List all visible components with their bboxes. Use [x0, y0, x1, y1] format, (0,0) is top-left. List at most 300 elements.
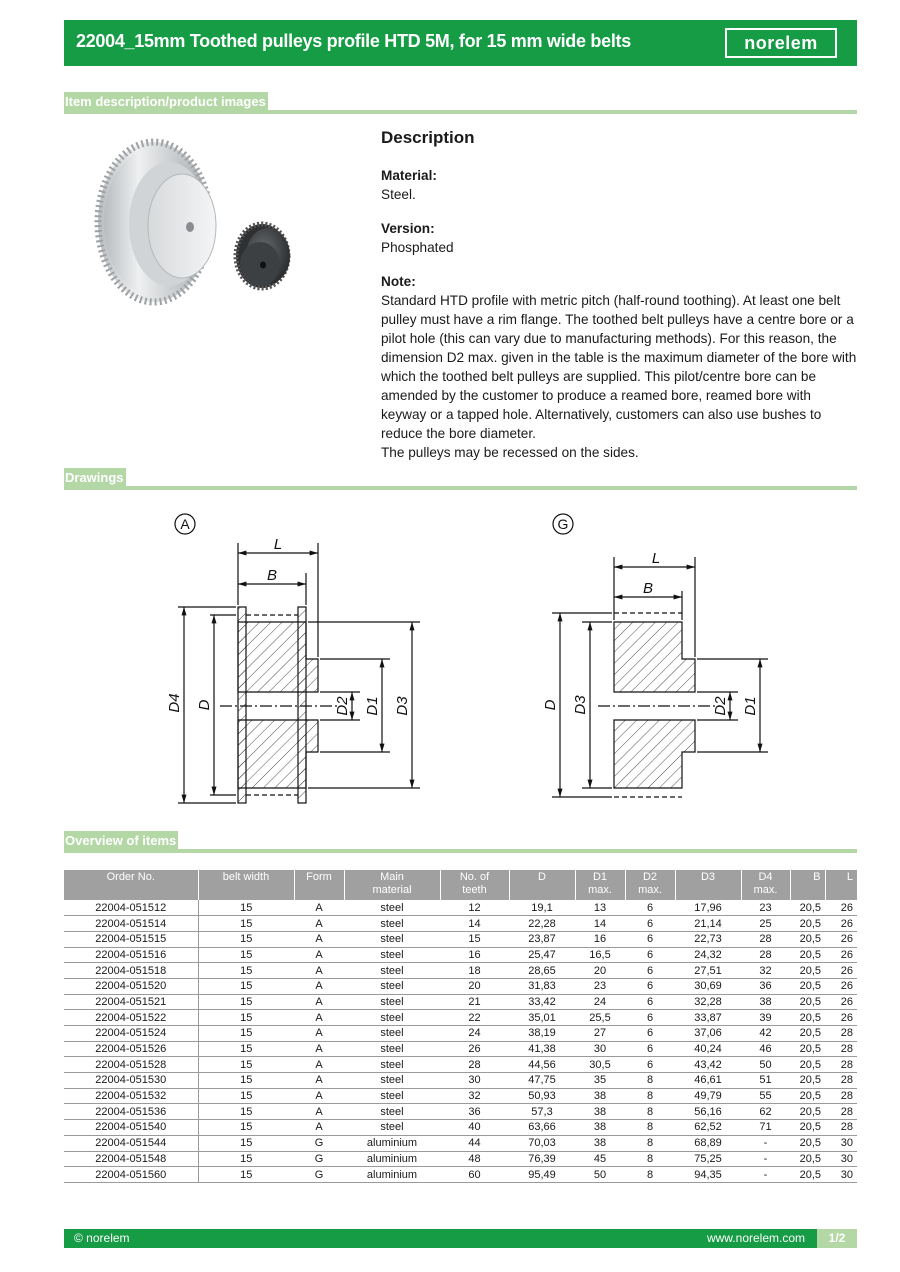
table-cell: 15 [198, 1057, 294, 1073]
dim-label-d1: D1 [742, 696, 759, 716]
table-cell: 15 [440, 931, 509, 947]
table-cell: 18 [440, 963, 509, 979]
table-cell: 30 [825, 1135, 857, 1151]
table-cell: 50 [741, 1057, 790, 1073]
column-header-line: Form [306, 871, 332, 883]
description-block [381, 128, 857, 462]
table-cell: 42 [741, 1026, 790, 1042]
table-cell: 15 [198, 1151, 294, 1167]
table-cell: 6 [625, 1026, 675, 1042]
table-cell: 50,93 [509, 1088, 575, 1104]
note-label: Note: [381, 274, 416, 289]
column-header-line: D [538, 871, 546, 883]
table-cell: 20,5 [790, 1088, 825, 1104]
column-header-line: teeth [462, 884, 487, 896]
table-cell: 26 [825, 1010, 857, 1026]
table-cell: 6 [625, 1041, 675, 1057]
table-cell: 8 [625, 1088, 675, 1104]
table-cell: 23 [575, 978, 625, 994]
table-cell: 31,83 [509, 978, 575, 994]
table-row[interactable] [64, 900, 857, 916]
table-cell: aluminium [344, 1135, 440, 1151]
column-header [294, 870, 344, 900]
table-cell: 47,75 [509, 1073, 575, 1089]
table-cell: steel [344, 1057, 440, 1073]
column-header [741, 870, 790, 900]
table-cell: 38,19 [509, 1026, 575, 1042]
table-cell: 75,25 [675, 1151, 741, 1167]
table-cell: 6 [625, 916, 675, 932]
table-cell: 15 [198, 978, 294, 994]
table-cell: 57,3 [509, 1104, 575, 1120]
table-row[interactable] [64, 1151, 857, 1167]
table-cell: 56,16 [675, 1104, 741, 1120]
column-header-line: D1 [592, 871, 608, 883]
note-text: Standard HTD profile with metric pitch (half-round toothing). At least one belt pulley must have a rim flange. The toothed belt pulleys have a centre bore or a pilot hole (this can vary due to manufacturing methods). For this reason, the dimension D2 max. given in the table is the maximum diameter of the bore with which the toothed belt pulleys are supplied. This pilot/centre bore can be amended by the customer to produce a reamed bore, reamed bore with keyway or a tapped hole. Alternatively, customers can also use bushes to reduce the bore diameter. [381, 293, 857, 441]
table-cell: 44,56 [509, 1057, 575, 1073]
table-row[interactable] [64, 1135, 857, 1151]
table-cell: steel [344, 916, 440, 932]
column-header-line: max. [638, 884, 662, 896]
table-cell: 43,42 [675, 1057, 741, 1073]
table-cell: 26 [825, 994, 857, 1010]
table-cell: 22 [440, 1010, 509, 1026]
table-cell: 26 [825, 947, 857, 963]
table-cell: steel [344, 1088, 440, 1104]
table-cell: A [294, 1010, 344, 1026]
table-cell: G [294, 1151, 344, 1167]
table-cell: 25,5 [575, 1010, 625, 1026]
dim-label-d4: D4 [166, 693, 183, 713]
table-cell: - [741, 1167, 790, 1183]
table-cell: 6 [625, 978, 675, 994]
table-cell: 38 [575, 1120, 625, 1136]
dim-label-l: L [273, 536, 283, 553]
table-cell: 95,49 [509, 1167, 575, 1183]
version-value: Phosphated [381, 240, 454, 255]
table-cell: 16 [575, 931, 625, 947]
form-g-marker: G [557, 516, 569, 532]
table-cell: 26 [825, 900, 857, 916]
table-cell: A [294, 1104, 344, 1120]
table-row[interactable] [64, 1057, 857, 1073]
table-cell: G [294, 1135, 344, 1151]
column-header [64, 870, 198, 900]
drawing-form-a [175, 514, 420, 803]
column-header [790, 870, 825, 900]
table-cell: steel [344, 978, 440, 994]
material-value: Steel. [381, 187, 416, 202]
table-row[interactable] [64, 994, 857, 1010]
column-header [440, 870, 509, 900]
table-cell: 36 [440, 1104, 509, 1120]
table-cell: - [741, 1135, 790, 1151]
table-cell: steel [344, 1120, 440, 1136]
table-cell: 28 [825, 1104, 857, 1120]
table-cell: 63,66 [509, 1120, 575, 1136]
table-cell: 36 [741, 978, 790, 994]
table-cell: aluminium [344, 1151, 440, 1167]
table-cell: A [294, 1120, 344, 1136]
table-cell: 15 [198, 947, 294, 963]
norelem-logo[interactable]: norelem [725, 28, 837, 58]
table-cell: 6 [625, 900, 675, 916]
table-cell: 23,87 [509, 931, 575, 947]
table-cell: 6 [625, 947, 675, 963]
table-cell: 38 [575, 1104, 625, 1120]
table-cell: 22004-051532 [64, 1088, 198, 1104]
table-cell: 15 [198, 931, 294, 947]
table-cell: 28 [825, 1073, 857, 1089]
column-header-line: B [813, 871, 821, 883]
table-cell: 25,47 [509, 947, 575, 963]
table-cell: 15 [198, 963, 294, 979]
table-cell: 44 [440, 1135, 509, 1151]
table-cell: 6 [625, 931, 675, 947]
table-row[interactable] [64, 978, 857, 994]
dim-label-d3: D3 [572, 695, 589, 715]
table-cell: 22004-051516 [64, 947, 198, 963]
table-cell: 23 [741, 900, 790, 916]
table-cell: 76,39 [509, 1151, 575, 1167]
table-cell: A [294, 1073, 344, 1089]
table-cell: 26 [825, 963, 857, 979]
table-cell: 15 [198, 1088, 294, 1104]
dim-label-d2: D2 [334, 696, 351, 716]
column-header-line: Main [380, 871, 404, 883]
table-cell: 14 [575, 916, 625, 932]
table-cell: 22004-051520 [64, 978, 198, 994]
table-cell: 30 [575, 1041, 625, 1057]
table-cell: 22004-051544 [64, 1135, 198, 1151]
table-cell: 15 [198, 1041, 294, 1057]
column-header-line: D2 [642, 871, 658, 883]
table-cell: 6 [625, 1057, 675, 1073]
dim-label-d: D [196, 699, 213, 711]
technical-drawings [150, 505, 790, 815]
table-cell: 20,5 [790, 978, 825, 994]
table-cell: 20,5 [790, 1151, 825, 1167]
page-header [64, 20, 857, 66]
table-cell: 8 [625, 1151, 675, 1167]
table-cell: 32,28 [675, 994, 741, 1010]
material-label: Material: [381, 168, 437, 183]
table-cell: 28 [825, 1041, 857, 1057]
column-header-line: Order No. [106, 871, 155, 883]
table-row[interactable] [64, 1104, 857, 1120]
table-cell: 22004-051522 [64, 1010, 198, 1026]
table-cell: 21,14 [675, 916, 741, 932]
table-cell: 16,5 [575, 947, 625, 963]
table-cell: 22004-051548 [64, 1151, 198, 1167]
table-cell: 22004-051518 [64, 963, 198, 979]
table-cell: 8 [625, 1135, 675, 1151]
table-cell: 20,5 [790, 1073, 825, 1089]
table-cell: 20,5 [790, 1010, 825, 1026]
table-cell: 15 [198, 1135, 294, 1151]
table-cell: 22,73 [675, 931, 741, 947]
table-cell: steel [344, 947, 440, 963]
table-cell: 15 [198, 916, 294, 932]
table-cell: 22004-051528 [64, 1057, 198, 1073]
table-cell: A [294, 1041, 344, 1057]
table-cell: 13 [575, 900, 625, 916]
table-cell: 22004-051524 [64, 1026, 198, 1042]
table-cell: 48 [440, 1151, 509, 1167]
table-row[interactable] [64, 1010, 857, 1026]
table-cell: steel [344, 931, 440, 947]
table-cell: 30 [440, 1073, 509, 1089]
table-cell: 15 [198, 1104, 294, 1120]
table-cell: 68,89 [675, 1135, 741, 1151]
table-cell: 26 [825, 916, 857, 932]
table-cell: 24 [575, 994, 625, 1010]
column-header-line: L [846, 871, 853, 883]
table-cell: 40 [440, 1120, 509, 1136]
table-row[interactable] [64, 1073, 857, 1089]
table-cell: 24,32 [675, 947, 741, 963]
table-cell: 20,5 [790, 1120, 825, 1136]
table-cell: steel [344, 1041, 440, 1057]
table-cell: 16 [440, 947, 509, 963]
page-footer [64, 1229, 857, 1248]
table-cell: 15 [198, 1167, 294, 1183]
column-header [344, 870, 440, 900]
table-cell: 51 [741, 1073, 790, 1089]
table-cell: 38 [575, 1135, 625, 1151]
table-cell: 20,5 [790, 916, 825, 932]
table-cell: 15 [198, 994, 294, 1010]
table-cell: A [294, 994, 344, 1010]
column-header [575, 870, 625, 900]
table-cell: 20,5 [790, 1057, 825, 1073]
table-cell: 20,5 [790, 1167, 825, 1183]
table-cell: steel [344, 963, 440, 979]
table-cell: 55 [741, 1088, 790, 1104]
table-cell: A [294, 947, 344, 963]
table-cell: 20,5 [790, 994, 825, 1010]
table-cell: 20,5 [790, 1026, 825, 1042]
product-image [64, 128, 334, 314]
table-cell: 30,69 [675, 978, 741, 994]
table-cell: 24 [440, 1026, 509, 1042]
description-heading: Description [381, 128, 475, 147]
table-row[interactable] [64, 1167, 857, 1183]
table-cell: 22004-051560 [64, 1167, 198, 1183]
table-cell: 28 [825, 1026, 857, 1042]
table-row[interactable] [64, 916, 857, 932]
table-cell: 15 [198, 1026, 294, 1042]
table-cell: 20,5 [790, 1041, 825, 1057]
section-label-drawings: Drawings [65, 470, 124, 485]
table-cell: 15 [198, 900, 294, 916]
table-cell: 22004-051521 [64, 994, 198, 1010]
table-cell: steel [344, 994, 440, 1010]
table-cell: 40,24 [675, 1041, 741, 1057]
website-link[interactable]: www.norelem.com [706, 1231, 805, 1245]
table-cell: 70,03 [509, 1135, 575, 1151]
dim-label-d: D [542, 699, 559, 711]
table-row[interactable] [64, 1026, 857, 1042]
table-cell: A [294, 931, 344, 947]
table-cell: 62 [741, 1104, 790, 1120]
section-divider [64, 849, 857, 853]
table-cell: steel [344, 1104, 440, 1120]
table-row[interactable] [64, 931, 857, 947]
table-cell: 17,96 [675, 900, 741, 916]
column-header [625, 870, 675, 900]
table-cell: 32 [440, 1088, 509, 1104]
table-cell: 28,65 [509, 963, 575, 979]
table-cell: 22004-051540 [64, 1120, 198, 1136]
table-cell: 94,35 [675, 1167, 741, 1183]
table-cell: 28 [440, 1057, 509, 1073]
table-cell: 62,52 [675, 1120, 741, 1136]
table-cell: 8 [625, 1120, 675, 1136]
table-cell: 6 [625, 963, 675, 979]
table-cell: 35 [575, 1073, 625, 1089]
table-cell: G [294, 1167, 344, 1183]
table-cell: 33,42 [509, 994, 575, 1010]
table-cell: 46,61 [675, 1073, 741, 1089]
table-cell: 39 [741, 1010, 790, 1026]
dim-label-d3: D3 [394, 696, 411, 716]
column-header [825, 870, 857, 900]
table-cell: aluminium [344, 1167, 440, 1183]
table-cell: 20 [575, 963, 625, 979]
table-row[interactable] [64, 947, 857, 963]
table-cell: 33,87 [675, 1010, 741, 1026]
table-cell: - [741, 1151, 790, 1167]
table-cell: 50 [575, 1167, 625, 1183]
table-cell: 26 [825, 978, 857, 994]
table-cell: 32 [741, 963, 790, 979]
column-header-line: D4 [758, 871, 773, 883]
table-cell: 60 [440, 1167, 509, 1183]
table-cell: 41,38 [509, 1041, 575, 1057]
table-row[interactable] [64, 1120, 857, 1136]
table-cell: 22004-051512 [64, 900, 198, 916]
column-header-line: max. [588, 884, 612, 896]
table-cell: 49,79 [675, 1088, 741, 1104]
table-cell: 19,1 [509, 900, 575, 916]
table-cell: 38 [741, 994, 790, 1010]
table-cell: 22004-051530 [64, 1073, 198, 1089]
table-body [64, 900, 857, 1182]
table-cell: 8 [625, 1073, 675, 1089]
table-cell: 20,5 [790, 931, 825, 947]
table-cell: 8 [625, 1104, 675, 1120]
column-header-line: No. of [459, 871, 490, 883]
table-cell: A [294, 1026, 344, 1042]
small-pulley-image [236, 224, 290, 288]
table-header-row [64, 870, 857, 900]
table-cell: A [294, 1057, 344, 1073]
table-cell: 45 [575, 1151, 625, 1167]
form-a-marker: A [180, 516, 190, 532]
page-number: 1/2 [817, 1229, 857, 1248]
table-cell: steel [344, 1010, 440, 1026]
table-cell: 20,5 [790, 1135, 825, 1151]
column-header-line: max. [753, 884, 778, 896]
table-cell: 22004-051526 [64, 1041, 198, 1057]
column-header-line: material [372, 884, 412, 896]
section-divider [64, 486, 857, 490]
note-text-2: The pulleys may be recessed on the sides. [381, 445, 639, 460]
column-header [509, 870, 575, 900]
table-cell: 35,01 [509, 1010, 575, 1026]
table-cell: 26 [440, 1041, 509, 1057]
table-row[interactable] [64, 963, 857, 979]
table-cell: 25 [741, 916, 790, 932]
column-header [198, 870, 294, 900]
table-cell: 20,5 [790, 947, 825, 963]
table-cell: 15 [198, 1120, 294, 1136]
table-cell: 28 [825, 1120, 857, 1136]
table-cell: 30 [825, 1151, 857, 1167]
dim-label-l: L [651, 550, 661, 567]
table-cell: 22,28 [509, 916, 575, 932]
table-cell: steel [344, 1026, 440, 1042]
table-cell: 14 [440, 916, 509, 932]
column-header-line: D3 [700, 871, 716, 883]
table-cell: steel [344, 1073, 440, 1089]
section-label-description: Item description/product images [65, 94, 266, 109]
table-cell: 27,51 [675, 963, 741, 979]
table-cell: 6 [625, 994, 675, 1010]
table-cell: 20,5 [790, 963, 825, 979]
table-cell: 12 [440, 900, 509, 916]
dim-label-d1: D1 [364, 696, 381, 716]
dim-label-b: B [642, 580, 654, 597]
table-cell: 28 [825, 1057, 857, 1073]
table-cell: 15 [198, 1073, 294, 1089]
table-cell: 15 [198, 1010, 294, 1026]
dim-label-d2: D2 [712, 696, 729, 716]
table-cell: 22004-051514 [64, 916, 198, 932]
table-cell: 28 [741, 931, 790, 947]
table-cell: A [294, 900, 344, 916]
table-cell: 21 [440, 994, 509, 1010]
table-cell: 26 [825, 931, 857, 947]
table-cell: 30 [825, 1167, 857, 1183]
section-label-overview: Overview of items [65, 833, 177, 848]
table-cell: A [294, 916, 344, 932]
table-cell: 46 [741, 1041, 790, 1057]
page-title: 22004_15mm Toothed pulleys profile HTD 5M, for 15 mm wide belts [76, 31, 631, 51]
table-cell: 20,5 [790, 900, 825, 916]
table-cell: 30,5 [575, 1057, 625, 1073]
column-header-line: belt width [222, 871, 270, 883]
items-table [64, 870, 857, 1183]
table-cell: A [294, 978, 344, 994]
table-cell: 38 [575, 1088, 625, 1104]
version-label: Version: [381, 221, 435, 236]
table-row[interactable] [64, 1041, 857, 1057]
table-cell: 8 [625, 1167, 675, 1183]
table-cell: steel [344, 900, 440, 916]
table-cell: 28 [741, 947, 790, 963]
dim-label-b: B [266, 567, 278, 584]
table-cell: A [294, 1088, 344, 1104]
table-cell: 71 [741, 1120, 790, 1136]
table-cell: 27 [575, 1026, 625, 1042]
table-cell: 22004-051515 [64, 931, 198, 947]
column-header [675, 870, 741, 900]
table-row[interactable] [64, 1088, 857, 1104]
table-cell: 6 [625, 1010, 675, 1026]
table-cell: 37,06 [675, 1026, 741, 1042]
